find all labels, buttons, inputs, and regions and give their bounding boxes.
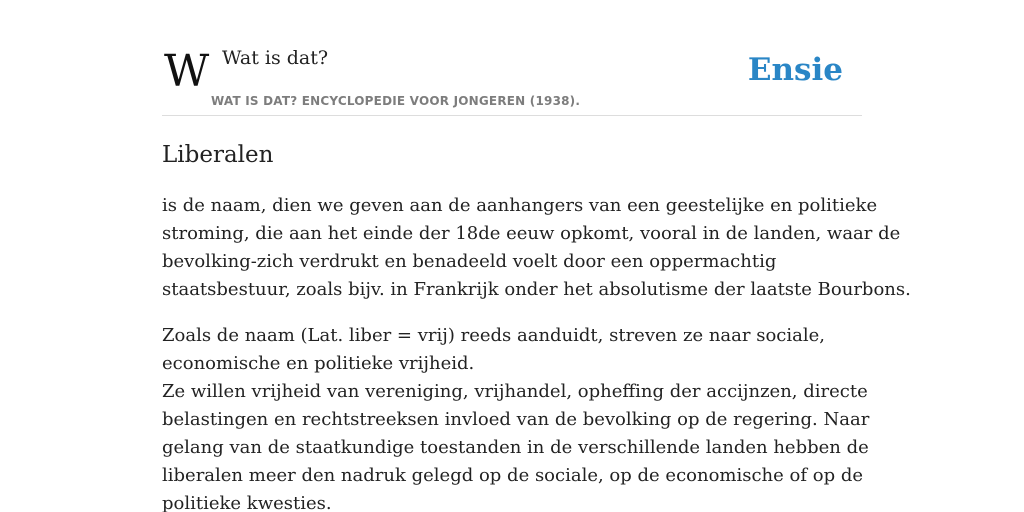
source-title[interactable]: Wat is dat? bbox=[222, 47, 329, 69]
source-subtitle: WAT IS DAT? ENCYCLOPEDIE VOOR JONGEREN (1938). bbox=[211, 94, 581, 108]
wikipedia-logo-icon[interactable] bbox=[164, 53, 210, 89]
paragraph-line: Ze willen vrijheid van vereniging, vrijhandel, opheffing der accijnzen, directe bbox=[162, 381, 868, 402]
article-body bbox=[162, 192, 911, 512]
brand-logo[interactable]: Ensie bbox=[747, 52, 843, 88]
paragraph-2 bbox=[162, 322, 872, 512]
paragraph-line: economische en politieke vrijheid. bbox=[162, 353, 475, 374]
paragraph-line: stroming, die aan het einde der 18de eeuw opkomt, vooral in de landen, waar de bbox=[162, 223, 901, 244]
paragraph-line: staatsbestuur, zoals bijv. in Frankrijk onder het absolutisme der laatste Bourbons. bbox=[162, 279, 911, 300]
paragraph-line: gelang van de staatkundige toestanden in de verschillende landen hebben de bbox=[162, 437, 869, 458]
paragraph-line: Zoals de naam (Lat. liber = vrij) reeds aanduidt, streven ze naar sociale, bbox=[162, 325, 825, 346]
wikipedia-w-glyph bbox=[164, 53, 210, 89]
header-divider bbox=[162, 115, 862, 116]
paragraph-line: bevolking-zich verdrukt en benadeeld voelt door een oppermachtig bbox=[162, 251, 777, 272]
paragraph-line: politieke kwesties. bbox=[162, 493, 332, 512]
paragraph-line: liberalen meer den nadruk gelegd op de sociale, op de economische of op de bbox=[162, 465, 863, 486]
paragraph-line: belastingen en rechtstreeksen invloed van de bevolking op de regering. Naar bbox=[162, 409, 870, 430]
article-title: Liberalen bbox=[162, 142, 274, 168]
paragraph-1 bbox=[162, 192, 911, 304]
svg-text:W: W bbox=[164, 53, 210, 89]
paragraph-line: is de naam, dien we geven aan de aanhangers van een geestelijke en politieke bbox=[162, 195, 878, 216]
